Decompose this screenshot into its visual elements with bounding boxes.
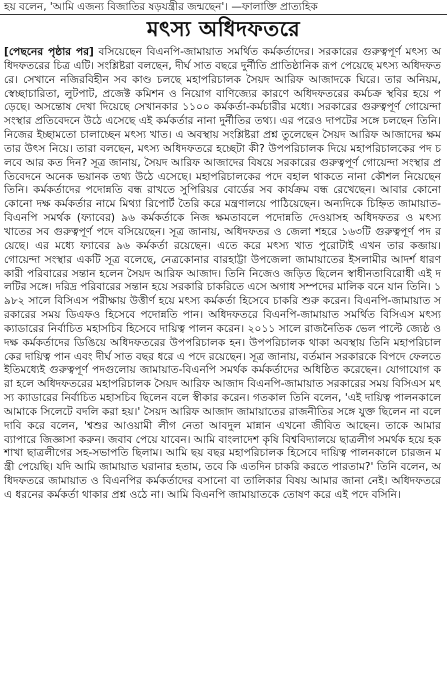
article-headline: মৎস্য অধিদফতরে: [146, 17, 301, 41]
continued-from-label: [পেছনের পৃষ্ঠার পর]: [4, 46, 94, 58]
previous-article-snippet: হয় বলেন, 'আমি এজন্য বিজাতির ষড়যন্ত্রীর জন্মছেন'। —ফালাক্তি প্রাত্যহিক: [0, 0, 447, 15]
article-body-text: বসিয়েছেন বিএনপি-জামায়াত সমর্থিত কর্মকর্তাদের। সরকারের গুরুত্বপূর্ণ মৎস্য অধিদফতরের চিত্র এটি। সংশ্লিষ্টরা বলছেন, দীর্ঘ সাত বছরে দুর্নীতি প্রাতিষ্ঠানিক রূপ পেয়েছে মৎস্য অধিদফতরে। সেখানে নজিরবিহীন সব কাণ্ড চলছে মহাপরিচালক সৈয়দ আরিফ আজাদকে ঘিরে। তার অনিয়ম, স্বেচ্ছাচারিতা, লুটপাট, প্রজেক্ট কমিশন ও নিয়োগ বাণিজ্যের কারণে অধিদফতরের কর্মচক্র স্থবির হয়ে পড়েছে। অসন্তোষ দেখা দিয়েছে সেখানকার ১১০০ কর্মকর্তা-কর্মচারীর মধ্যে। সরকারের গুরুত্বপূর্ণ গোয়েন্দা সংস্থার প্রতিবেদনে উঠে এসেছে এই কর্মকর্তার নানা দুর্নীতির তথ্য। এর পরেও দাপটের সঙ্গে চলছেন তিনি। নিজের ইচ্ছামতো চালাচ্ছেন মৎস্য খাত। এ অবস্থায় সংশ্লিষ্টরা প্রশ্ন তুলেছেন সৈয়দ আরিফ আজাদের ক্ষমতার উৎস নিয়ে। তারা বলছেন, মৎস্য অধিদফতরে হচ্ছেটা কী? উপপরিচালক দিয়ে মহাপরিচালকের পদ চলবে আর কত দিন? সূত্র জানায়, সৈয়দ আরিফ আজাদের বিষয়ে সরকারের গুরুত্বপূর্ণ গোয়েন্দা সংস্থার প্রতিবেদনে অনেক ভয়ানক তথ্য উঠে এসেছে। মহাপরিচালকের পদে বহাল থাকতে নানা কৌশল নিয়েছেন তিনি। কর্মকর্তাদের পদোন্নতি বন্ধ রাখতে সুপিরিয়র বোর্ডের সব কার্যক্রম বন্ধ রেখেছেন। আবার কোনো কোনো দক্ষ কর্মকর্তার নামে মিথ্যা রিপোর্ট তৈরি করে মন্ত্রণালয়ে পাঠিয়েছেন। অন্যদিকে চিহ্নিত জামায়াত-বিএনপি সমর্থক (ফ্যাবের) ৯৬ কর্মকর্তাকে নিজ ক্ষমতাবলে পদোন্নতি দেওয়াসহ অধিদফতর ও মৎস্য খাতের সব গুরুত্বপূর্ণ পদে বসিয়েছেন। সূত্র জানায়, অধিদফতর ও জেলা শহরে ১৬৩টি গুরুত্বপূর্ণ পদ রয়েছে। এর মধ্যে ফ্যাবের ৯৬ কর্মকর্তা রয়েছেন। এতে করে মৎস্য খাত পুরোটাই এখন তার কব্জায়। গোয়েন্দা সংস্থার একটি সূত্র বলেছে, নেত্রকোনার বারহাট্টা উপজেলা জামায়াতের ইসলামীর আদর্শ ধারণকারী পরিবারের সন্তান হলেন সৈয়দ আরিফ আজাদ। তিনি নিজেও জড়িত ছিলেন স্বাধীনতাবিরোধী এই দলটির সঙ্গে। দরিদ্র পরিবারের সন্তান হয়ে সরকারি চাকরিতে এসে অগাধ সম্পদের মালিক বনে যান তিনি। ১৯৮২ সালে বিসিএস পরীক্ষায় উত্তীর্ণ হয়ে মৎস্য কর্মকর্তা হিসেবে চাকরি শুরু করেন। বিএনপি-জামায়াত সরকারের সময় ডিএফও হিসেবে পদোন্নতি পান। অধিদফতরে বিএনপি-জামায়াত সমর্থিত বিসিএস মৎস্য ক্যাডারের নির্বাচিত মহাসচিব হিসেবে দায়িত্ব পালন করেন। ২০১১ সালে রাজনৈতিক ভেল পাল্টে জ্যেষ্ঠ ও দক্ষ কর্মকর্তাদের ডিঙিয়ে অধিদফতরের উপপরিচালক হন। উপপরিচালক থাকা অবস্থায় তিনি মহাপরিচালকের দায়িত্ব পান এবং দীর্ঘ সাত বছর ধরে এ পদে রয়েছেন। সূত্র জানায়, বর্তমান সরকারকে বিপদে ফেলতে ইতিমধ্যেই গুরুত্বপূর্ণ পদগুলোয় জামায়াত-বিএনপি সমর্থক কর্মকর্তাদের অধিষ্ঠিত করেছেন। যোগাযোগ করা হলে অধিদফতরের মহাপরিচালক সৈয়দ আরিফ আজাদ বিএনপি-জামায়াত সরকারের সময় বিসিএস মৎস্য ক্যাডারের নির্বাচিত মহাসচিব ছিলেন বলে স্বীকার করেন। গতকাল তিনি বলেন, 'এই দায়িত্ব পালনকালে আমাকে সিলেটে বদলি করা হয়।' সৈয়দ আরিফ আজাদ জামায়াতের রাজনীতির সঙ্গে যুক্ত ছিলেন না বলে দাবি করে বলেন, 'শ্বশুর আওয়ামী লীগ নেতা আবদুল মান্নান এখনো জীবিত আছেন। তাকে আমার ব্যাপারে জিজ্ঞাসা করুন। জবাব পেয়ে যাবেন। আমি বাংলাদেশ কৃষি বিশ্ববিদ্যালয়ে ছাত্রলীগ সমর্থক হয়ে হক শাখা ছাত্রলীগের সহ-সভাপতি ছিলাম। আমি ছয় বছর মহাপরিচালক হিসেবে দায়িত্ব পালনকালে চারজন মন্ত্রী পেয়েছি। যদি আমি জামায়াত ঘরানার হতাম, তবে কি এতদিন চাকরি করতে পারতাম?' তিনি বলেন, অধিদফতরে জামায়াত ও বিএনপির কর্মকর্তাদের বসানো বা তালিকার বিষয় আমার জানা নেই। অধিদফতরে এ ধরনের কর্মকর্তা থাকার প্রশ্ন ওঠে না। আমি বিএনপি জামায়াতকে তোষণ করে এই পদে বসিনি।: [4, 46, 441, 501]
article-body: [4, 46, 441, 503]
